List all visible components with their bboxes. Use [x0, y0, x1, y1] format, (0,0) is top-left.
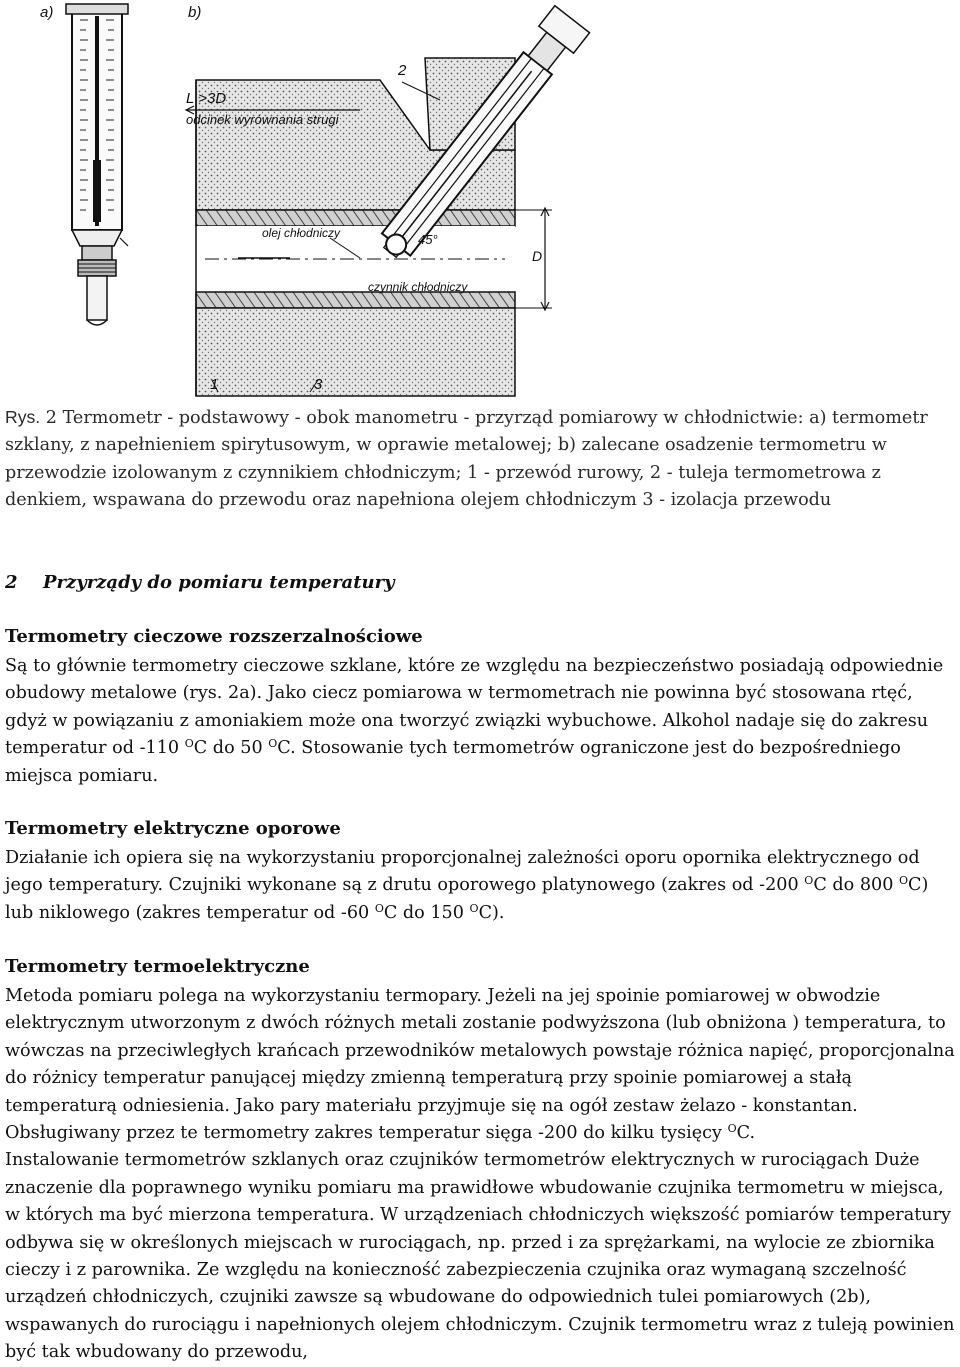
electric-text-3: C) lub niklowego (zakres temperatur od -60: [5, 875, 929, 923]
callout-2: 2: [398, 62, 407, 79]
thermoelectric-text-2: C.: [736, 1123, 756, 1144]
degree-sup: O: [804, 874, 814, 888]
heading-liquid-thermometers: Termometry cieczowe rozszerzalnościowe: [5, 626, 423, 647]
thermometer-a: [66, 4, 128, 325]
liquid-text-3: C. Stosowanie tych termometrów ograniczone jest do bezpośredniego miejsca pomiaru.: [5, 738, 901, 786]
degree-sup: O: [184, 737, 194, 751]
thermoelectric-text-1: Metoda pomiaru polega na wykorzystaniu termopary. Jeżeli na jej spoinie pomiarowej w obwodzie elektrycznym utworzonym z dwóch różnych metali zostanie podwyższona (lub obniżona ) temperatura, to wówczas na przeciwległych krańcach przewodników metalowych powstaje różnica napięć, proporcjonalna do różnicy temperatur panującej między zmienną temperaturą przy spoinie pomiarowej a stałą temperaturą odniesienia. Jako pary materiału przyjmuje się na ogół zestaw żelazo - konstantan. Obsługiwany przez te termometry zakres temperatur sięga -200 do kilku tysięcy: [5, 986, 955, 1144]
callout-3: 3: [314, 376, 323, 393]
refrigerant-label: czynnik chłodniczy: [368, 280, 468, 294]
degree-sup: O: [727, 1122, 737, 1136]
degree-sup: O: [899, 874, 909, 888]
electric-text-5: C).: [478, 902, 505, 923]
liquid-text-1: Są to głównie termometry cieczowe szklane, które ze względu na bezpieczeństwo posiadają odpowiednie obudowy metalowe (rys. 2a). Jako ciecz pomiarowa w termometrach nie powinna być stosowana rtęć, gdyż w powiązaniu z amoniakiem może ona tworzyć związki wybuchowe. Alkohol nadaje się do zakresu temperatur od -110: [5, 656, 944, 759]
oil-label: olej chłodniczy: [262, 226, 341, 240]
paragraph-thermoelectric: [5, 983, 957, 1367]
paragraph-liquid-thermometers: [5, 653, 957, 790]
figure-drawing: [0, 0, 960, 405]
angle-label: 45°: [418, 232, 438, 247]
figure-thermometer-installation: [0, 0, 960, 405]
degree-sup: O: [268, 737, 278, 751]
flow-section-label: odcinek wyrównania strugi: [186, 112, 339, 127]
pipe-b: [186, 6, 590, 396]
length-label: L >3D: [186, 90, 227, 107]
figure-caption: [5, 404, 957, 515]
section-title: Przyrządy do pomiaru temperatury: [43, 572, 395, 593]
section-number: 2: [5, 572, 18, 593]
installation-text: Instalowanie termometrów szklanych oraz czujników termometrów elektrycznych w rurociągach Duże znaczenie dla poprawnego wyniku pomiaru ma prawidłowe wbudowanie czujnika termometru w miejsca, w których ma być mierzona temperatura. W urządzeniach chłodniczych większość pomiarów temperatury odbywa się w określonych miejscach w rurociągach, np. przed i za sprężarkami, na wylocie ze zbiornika cieczy i z parownika. Ze względu na konieczność zabezpieczenia czujnika oraz wymaganą szczelność urządzeń chłodniczych, czujniki zawsze są wbudowane do odpowiednich tulei pomiarowych (2b), wspawanych do rurociągu i napełnionych olejem chłodniczym. Czujnik termometru wraz z tuleją powinien być tak wbudowany do przewodu,: [5, 1150, 955, 1363]
callout-1: 1: [210, 376, 219, 393]
degree-sup: O: [374, 901, 384, 915]
figure-label-b: b): [188, 4, 202, 21]
heading-electric-thermometers: Termometry elektryczne oporowe: [5, 818, 341, 839]
figure-label-a: a): [40, 4, 54, 21]
caption-text: 2 Termometr - podstawowy - obok manometru - przyrząd pomiarowy w chłodnictwie: a) termometr szklany, z napełnieniem spirytusowym, w oprawie metalowej; b) zalecane osadzenie termometru w przewodzie izolowanym z czynnikiem chłodniczym; 1 - przewód rurowy, 2 - tuleja termometrowa z denkiem, wspawana do przewodu oraz napełniona olejem chłodniczym 3 - izolacja przewodu: [5, 408, 928, 511]
electric-text-1: Działanie ich opiera się na wykorzystaniu proporcjonalnej zależności oporu opornika elektrycznego od jego temperatury. Czujniki wykonane są z drutu oporowego platynowego (zakres od -200: [5, 848, 920, 896]
section-heading: [5, 572, 395, 593]
degree-sup: O: [469, 901, 479, 915]
electric-text-4: C do 150: [383, 902, 470, 923]
caption-prefix: Rys.: [5, 407, 41, 427]
paragraph-electric-thermometers: [5, 845, 957, 927]
liquid-text-2: C do 50: [193, 738, 269, 759]
electric-text-2: C do 800: [813, 875, 899, 896]
heading-thermoelectric: Termometry termoelektryczne: [5, 956, 310, 977]
diameter-label: D: [532, 248, 543, 264]
